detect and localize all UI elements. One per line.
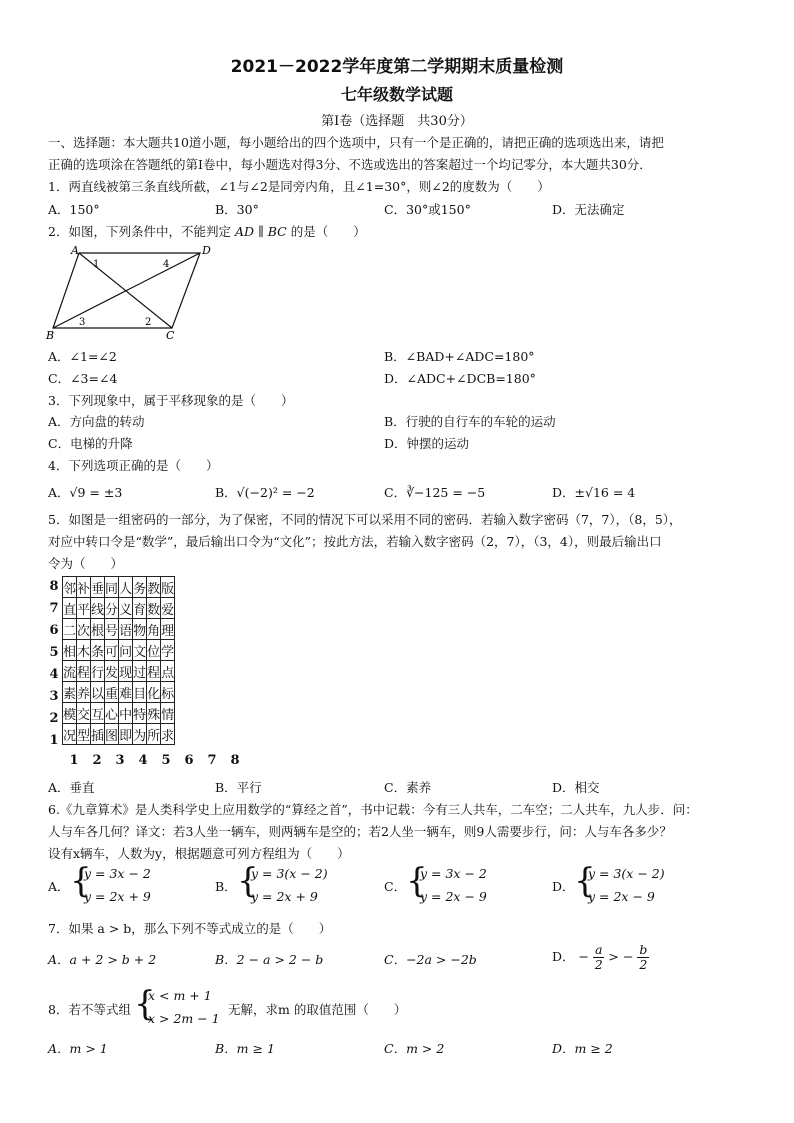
grid-column-number: 5 xyxy=(161,753,171,768)
grid-cell: 模 xyxy=(63,703,77,724)
grid-cell: 交 xyxy=(77,703,91,724)
grid-column-number: 6 xyxy=(184,753,194,768)
grid-cell: 特 xyxy=(133,703,147,724)
q5-option-d[interactable]: D．相交 xyxy=(552,780,600,795)
question-1-stem: 1．两直线被第三条直线所截，∠1与∠2是同旁内角，且∠1=30°，则∠2的度数为（ ） xyxy=(48,179,550,194)
grid-row xyxy=(63,619,175,640)
q3-option-b[interactable]: B．行驶的自行车的车轮的运动 xyxy=(384,414,556,429)
q7-option-d-fraction-b xyxy=(637,943,649,972)
grid-row xyxy=(63,724,175,745)
angle-3-label: 3 xyxy=(79,317,86,328)
grid-cell: 过 xyxy=(133,661,147,682)
grid-cell: 以 xyxy=(91,682,105,703)
q8-system-brace: { xyxy=(134,984,156,1024)
q2-stem-math: AD ∥ BC xyxy=(234,224,287,239)
grid-cell: 版 xyxy=(161,577,175,598)
page-subtitle: 七年级数学试题 xyxy=(340,85,453,104)
vertex-a-label: A xyxy=(71,244,79,257)
grid-column-number: 3 xyxy=(115,753,125,768)
grid-cell: 次 xyxy=(77,619,91,640)
q3-option-d[interactable]: D．钟摆的运动 xyxy=(384,436,470,451)
question-8-pre: 8．若不等式组 xyxy=(48,1002,131,1017)
grid-row xyxy=(63,682,175,703)
q6-option-b-brace: { xyxy=(237,861,259,901)
grid-row-number: 1 xyxy=(49,733,59,748)
grid-cell: 文 xyxy=(133,640,147,661)
q6-option-c-eq1: y = 3x − 2 xyxy=(420,866,487,881)
vertex-b-label: B xyxy=(46,329,55,342)
q2-stem-post: 的是（ ） xyxy=(290,224,366,239)
grid-cell: 行 xyxy=(91,661,105,682)
q7-option-d-label: D． xyxy=(552,949,575,964)
grid-cell: 所 xyxy=(147,724,161,745)
q1-option-a[interactable]: A．150° xyxy=(48,202,100,217)
grid-row xyxy=(63,703,175,724)
q6-option-a-eq2: y = 2x + 9 xyxy=(84,889,151,904)
grid-cell: 角 xyxy=(147,619,161,640)
q8-option-c[interactable]: C．m > 2 xyxy=(384,1041,445,1056)
grid-cell: 补 xyxy=(77,577,91,598)
grid-column-number: 7 xyxy=(207,753,217,768)
parallelogram-figure xyxy=(44,243,214,343)
question-6-line-2: 人与车各几何？译文：若3人坐一辆车，则两辆车是空的；若2人坐一辆车，则9人需要步行，问：人与车各多少？ xyxy=(48,824,672,839)
fraction-a-numerator: a xyxy=(594,942,603,957)
grid-cell: 程 xyxy=(147,661,161,682)
grid-cell: 语 xyxy=(119,619,133,640)
grid-cell: 育 xyxy=(133,598,147,619)
q5-option-b[interactable]: B．平行 xyxy=(215,780,262,795)
grid-cell: 难 xyxy=(119,682,133,703)
q2-option-d[interactable]: D．∠ADC+∠DCB=180° xyxy=(384,371,536,386)
grid-column-number: 1 xyxy=(69,753,79,768)
q2-option-b[interactable]: B．∠BAD+∠ADC=180° xyxy=(384,349,535,364)
grid-row-number: 4 xyxy=(49,667,59,682)
q1-option-d[interactable]: D．无法确定 xyxy=(552,202,625,217)
q4-option-b[interactable]: B．√(−2)² = −2 xyxy=(215,485,315,500)
grid-cell: 为 xyxy=(133,724,147,745)
grid-cell: 线 xyxy=(91,598,105,619)
q6-option-a-brace: { xyxy=(70,861,92,901)
grid-cell: 二 xyxy=(63,619,77,640)
fraction-a-denominator: 2 xyxy=(594,957,603,972)
question-2-stem xyxy=(48,222,366,240)
q1-option-b[interactable]: B．30° xyxy=(215,202,259,217)
grid-cell: 互 xyxy=(91,703,105,724)
q8-option-d[interactable]: D．m ≥ 2 xyxy=(552,1041,613,1056)
q8-system-eq1: x < m + 1 xyxy=(148,988,212,1003)
grid-cell: 可 xyxy=(105,640,119,661)
q6-option-d-eq2: y = 2x − 9 xyxy=(588,889,655,904)
grid-cell: 号 xyxy=(105,619,119,640)
q6-option-d-eq1: y = 3(x − 2) xyxy=(588,866,665,881)
question-6-line-3: 设有x辆车，人数为y，根据题意可列方程组为（ ） xyxy=(48,846,350,861)
grid-cell: 数 xyxy=(147,598,161,619)
grid-cell: 标 xyxy=(161,682,175,703)
question-5-line-3: 令为（ ） xyxy=(48,556,124,571)
angle-1-label: 1 xyxy=(93,259,100,270)
grid-cell: 分 xyxy=(105,598,119,619)
grid-cell: 目 xyxy=(133,682,147,703)
grid-column-number: 8 xyxy=(230,753,240,768)
angle-4-label: 4 xyxy=(163,259,170,270)
grid-cell: 插 xyxy=(91,724,105,745)
grid-row xyxy=(63,598,175,619)
q2-stem-pre: 2．如图，下列条件中，不能判定 xyxy=(48,224,231,239)
grid-row-number: 5 xyxy=(49,645,59,660)
grid-cell: 况 xyxy=(63,724,77,745)
grid-cell: 义 xyxy=(119,598,133,619)
q8-option-a[interactable]: A．m > 1 xyxy=(48,1041,108,1056)
q6-option-c-brace: { xyxy=(406,861,428,901)
q3-option-a[interactable]: A．方向盘的转动 xyxy=(48,414,145,429)
grid-cell: 根 xyxy=(91,619,105,640)
question-6-line-1: 6.《九章算术》是人类科学史上应用数学的“算经之首”，书中记载：今有三人共车，二车空；二人共车，九人步．问： xyxy=(48,802,698,817)
fraction-b-numerator: b xyxy=(639,942,648,957)
grid-cell: 求 xyxy=(161,724,175,745)
grid-cell: 条 xyxy=(91,640,105,661)
grid-cell: 殊 xyxy=(147,703,161,724)
grid-cell: 发 xyxy=(105,661,119,682)
grid-cell: 型 xyxy=(77,724,91,745)
grid-cell: 位 xyxy=(147,640,161,661)
grid-row xyxy=(63,640,175,661)
grid-cell: 物 xyxy=(133,619,147,640)
grid-cell: 养 xyxy=(77,682,91,703)
q5-option-c[interactable]: C．素养 xyxy=(384,780,432,795)
grid-cell: 学 xyxy=(161,640,175,661)
grid-cell: 流 xyxy=(63,661,77,682)
q6-option-d-label[interactable]: D． xyxy=(552,879,575,894)
q6-option-c-eq2: y = 2x − 9 xyxy=(420,889,487,904)
vertex-c-label: C xyxy=(166,329,175,342)
grid-cell: 点 xyxy=(161,661,175,682)
fraction-b-denominator: 2 xyxy=(639,957,648,972)
q6-option-d-brace: { xyxy=(574,861,596,901)
grid-cell: 心 xyxy=(105,703,119,724)
question-4-stem: 4．下列选项正确的是（ ） xyxy=(48,458,219,473)
q7-option-a[interactable]: A．a + 2 > b + 2 xyxy=(48,952,157,967)
q6-option-b-eq2: y = 2x + 9 xyxy=(251,889,318,904)
grid-cell: 垂 xyxy=(91,577,105,598)
q6-option-b-eq1: y = 3(x − 2) xyxy=(251,866,328,881)
grid-cell: 相 xyxy=(63,640,77,661)
grid-cell: 人 xyxy=(119,577,133,598)
grid-cell: 问 xyxy=(119,640,133,661)
angle-2-label: 2 xyxy=(145,317,152,328)
q4-option-a[interactable]: A．√9 = ±3 xyxy=(48,485,123,500)
q6-option-a-label[interactable]: A． xyxy=(48,879,70,894)
page-title: 2021－2022学年度第二学期期末质量检测 xyxy=(230,57,564,77)
q5-option-a[interactable]: A．垂直 xyxy=(48,780,95,795)
q1-option-c[interactable]: C．30°或150° xyxy=(384,202,471,217)
grid-cell: 平 xyxy=(77,598,91,619)
grid-cell: 现 xyxy=(119,661,133,682)
grid-row-number: 2 xyxy=(49,711,59,726)
instructions-line-2: 正确的选项涂在答题纸的第Ⅰ卷中，每小题选对得3分、不选或选出的答案超过一个均记零分，本大题共30分． xyxy=(48,157,652,172)
q6-option-c-label[interactable]: C． xyxy=(384,879,407,894)
q8-option-b[interactable]: B．m ≥ 1 xyxy=(215,1041,275,1056)
q4-option-d[interactable]: D．±√16 = 4 xyxy=(552,485,636,500)
question-7-stem: 7．如果 a > b，那么下列不等式成立的是（ ） xyxy=(48,921,332,936)
instructions-line-1: 一、选择题：本大题共10道小题，每小题给出的四个选项中，只有一个是正确的，请把正确的选项选出来，请把 xyxy=(48,135,664,150)
password-table xyxy=(62,576,175,745)
grid-cell: 重 xyxy=(105,682,119,703)
q4-option-c[interactable]: C．∛−125 = −5 xyxy=(384,485,486,500)
grid-cell: 同 xyxy=(105,577,119,598)
grid-cell: 邻 xyxy=(63,577,77,598)
grid-row-number: 3 xyxy=(49,689,59,704)
grid-row-number: 6 xyxy=(49,623,59,638)
grid-cell: 木 xyxy=(77,640,91,661)
question-5-line-2: 对应中转口令是“数学”，最后输出口令为“文化”；按此方法，若输入数字密码（2，7），（3，4），则最后输出口 xyxy=(48,534,662,549)
q2-option-a[interactable]: A．∠1=∠2 xyxy=(48,349,117,364)
q7-option-d-gt: > − xyxy=(608,949,634,964)
grid-cell: 务 xyxy=(133,577,147,598)
q7-option-c[interactable]: C．−2a > −2b xyxy=(384,952,477,967)
grid-column-number: 2 xyxy=(92,753,102,768)
grid-cell: 图 xyxy=(105,724,119,745)
grid-column-number: 4 xyxy=(138,753,148,768)
grid-row-number: 8 xyxy=(49,579,59,594)
grid-cell: 即 xyxy=(119,724,133,745)
grid-cell: 情 xyxy=(161,703,175,724)
grid-row-number: 7 xyxy=(49,601,59,616)
q2-option-c[interactable]: C．∠3=∠4 xyxy=(48,371,118,386)
grid-cell: 素 xyxy=(63,682,77,703)
question-5-line-1: 5．如图是一组密码的一部分，为了保密，不同的情况下可以采用不同的密码．若输入数字密码（7，7），（8，5）， xyxy=(48,512,682,527)
question-8-post: 无解，求m 的取值范围（ ） xyxy=(228,1002,407,1017)
vertex-d-label: D xyxy=(202,244,211,257)
q3-option-c[interactable]: C．电梯的升降 xyxy=(48,436,133,451)
grid-cell: 程 xyxy=(77,661,91,682)
grid-cell: 爱 xyxy=(161,598,175,619)
grid-row xyxy=(63,577,175,598)
grid-cell: 直 xyxy=(63,598,77,619)
grid-cell: 教 xyxy=(147,577,161,598)
q6-option-a-eq1: y = 3x − 2 xyxy=(84,866,151,881)
q6-option-b-label[interactable]: B． xyxy=(215,879,237,894)
q7-option-d[interactable] xyxy=(552,943,649,972)
section-heading: 第Ⅰ卷（选择题 共30分） xyxy=(321,114,473,129)
q7-option-d-minus: − xyxy=(578,949,589,964)
q7-option-b[interactable]: B．2 − a > 2 − b xyxy=(215,952,324,967)
q8-system-eq2: x > 2m − 1 xyxy=(148,1011,220,1026)
question-3-stem: 3．下列现象中，属于平移现象的是（ ） xyxy=(48,393,294,408)
grid-cell: 中 xyxy=(119,703,133,724)
grid-cell: 化 xyxy=(147,682,161,703)
grid-row xyxy=(63,661,175,682)
grid-cell: 理 xyxy=(161,619,175,640)
q7-option-d-fraction-a xyxy=(593,943,604,972)
